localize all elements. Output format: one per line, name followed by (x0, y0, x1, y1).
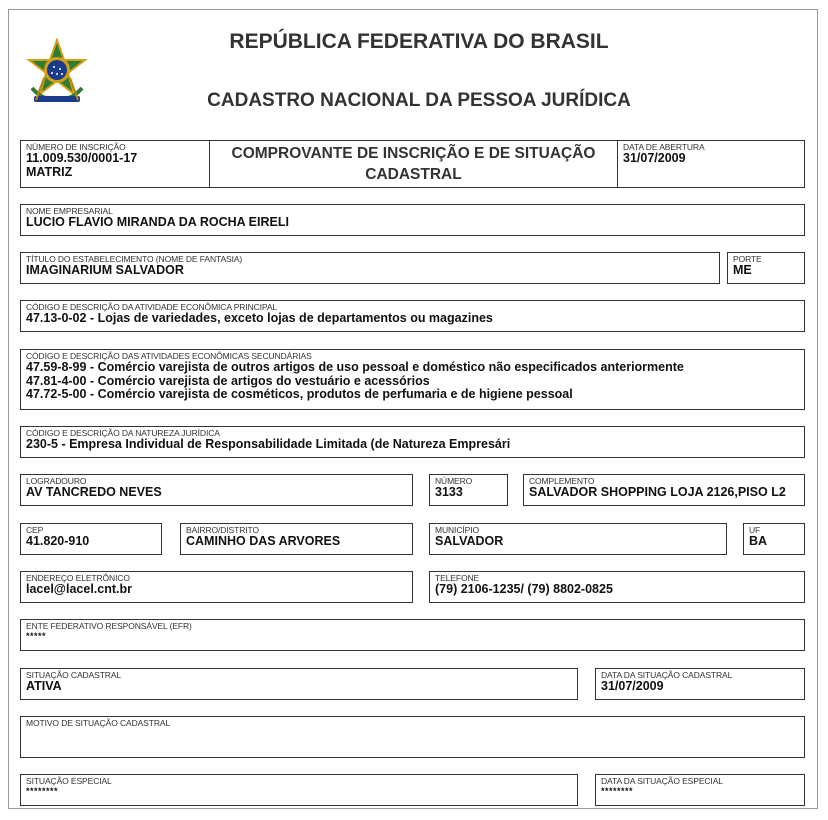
logradouro-value: AV TANCREDO NEVES (26, 485, 162, 499)
complemento-box (523, 474, 805, 506)
situacao-especial-value: ******** (26, 786, 59, 796)
complemento-label: COMPLEMENTO (529, 476, 595, 486)
numero-label: NÚMERO (435, 476, 473, 486)
cep-label: CEP (26, 525, 44, 535)
header-subtitle: CADASTRO NACIONAL DA PESSOA JURÍDICA (207, 90, 631, 111)
municipio-label: MUNICÍPIO (435, 525, 479, 535)
data-situacao-especial-box (595, 774, 805, 806)
logradouro-box (20, 474, 413, 506)
telefone-box (429, 571, 805, 603)
atividade-principal-box (20, 300, 805, 332)
data-situacao-box (595, 668, 805, 700)
abertura-box (617, 140, 805, 188)
telefone-value: (79) 2106-1235/ (79) 8802-0825 (435, 582, 613, 596)
nome-empresarial-label: NOME EMPRESARIAL (26, 206, 113, 216)
situacao-value: ATIVA (26, 679, 62, 693)
atividades-secundarias-label: CÓDIGO E DESCRIÇÃO DAS ATIVIDADES ECONÔMICAS SECUNDÁRIAS (26, 351, 312, 361)
efr-label: ENTE FEDERATIVO RESPONSÁVEL (EFR) (26, 621, 192, 631)
inscricao-label: NÚMERO DE INSCRIÇÃO (26, 142, 126, 152)
data-situacao-especial-label: DATA DA SITUAÇÃO ESPECIAL (601, 776, 723, 786)
bairro-value: CAMINHO DAS ARVORES (186, 534, 341, 548)
abertura-label: DATA DE ABERTURA (623, 142, 705, 152)
list-item: 47.81-4-00 - Comércio varejista de artigos do vestuário e acessórios (26, 373, 430, 388)
numero-value: 3133 (435, 485, 463, 499)
uf-box (743, 523, 805, 555)
header-title: REPÚBLICA FEDERATIVA DO BRASIL (229, 30, 609, 53)
motivo-box (20, 716, 805, 758)
municipio-value: SALVADOR (435, 534, 504, 548)
atividades-secundarias-list (26, 361, 684, 402)
situacao-label: SITUAÇÃO CADASTRAL (26, 670, 122, 680)
list-item: 47.59-8-99 - Comércio varejista de outros artigos de uso pessoal e doméstico não especificados anteriormente (26, 360, 684, 374)
efr-box (20, 619, 805, 651)
porte-value: ME (733, 263, 752, 277)
uf-label: UF (749, 525, 761, 535)
natureza-juridica-value: 230-5 - Empresa Individual de Responsabilidade Limitada (de Natureza Empresári (26, 437, 511, 451)
situacao-box (20, 668, 578, 700)
email-value: lacel@lacel.cnt.br (26, 582, 132, 596)
comprovante-title: COMPROVANTE DE INSCRIÇÃO E DE SITUAÇÃO CADASTRAL (231, 145, 596, 183)
motivo-label: MOTIVO DE SITUAÇÃO CADASTRAL (26, 718, 171, 728)
uf-value: BA (749, 534, 768, 548)
efr-value: ***** (26, 631, 47, 641)
atividades-secundarias-box (20, 349, 805, 410)
bairro-box (180, 523, 413, 555)
numero-box (429, 474, 508, 506)
data-situacao-value: 31/07/2009 (601, 679, 664, 693)
nome-empresarial-box (20, 204, 805, 236)
titulo-label: TÍTULO DO ESTABELECIMENTO (NOME DE FANTASIA) (26, 254, 243, 264)
porte-label: PORTE (733, 254, 762, 264)
cep-value: 41.820-910 (26, 534, 90, 548)
natureza-juridica-box (20, 426, 805, 458)
porte-box (727, 252, 805, 284)
email-box (20, 571, 413, 603)
email-label: ENDEREÇO ELETRÔNICO (26, 573, 130, 583)
data-situacao-label: DATA DA SITUAÇÃO CADASTRAL (601, 670, 733, 680)
situacao-especial-label: SITUAÇÃO ESPECIAL (26, 776, 112, 786)
nome-empresarial-value: LUCIO FLAVIO MIRANDA DA ROCHA EIRELI (26, 215, 289, 229)
municipio-box (429, 523, 727, 555)
logradouro-label: LOGRADOURO (26, 476, 87, 486)
atividade-principal-label: CÓDIGO E DESCRIÇÃO DA ATIVIDADE ECONÔMICA PRINCIPAL (26, 302, 278, 312)
inscricao-box (20, 140, 210, 188)
bairro-label: BAIRRO/DISTRITO (186, 525, 259, 535)
coat-of-arms-icon (24, 38, 90, 108)
atividade-principal-value: 47.13-0-02 - Lojas de variedades, exceto lojas de departamentos ou magazines (26, 311, 493, 325)
complemento-value: SALVADOR SHOPPING LOJA 2126,PISO L2 (529, 485, 786, 499)
natureza-juridica-label: CÓDIGO E DESCRIÇÃO DA NATUREZA JURÍDICA (26, 428, 220, 438)
situacao-especial-box (20, 774, 578, 806)
comprovante-box (209, 140, 618, 188)
titulo-box (20, 252, 720, 284)
inscricao-type: MATRIZ (26, 165, 73, 179)
list-item: 47.72-5-00 - Comércio varejista de cosméticos, produtos de perfumaria e de higiene pessoal (26, 387, 573, 401)
cep-box (20, 523, 162, 555)
data-situacao-especial-value: ******** (601, 786, 634, 796)
inscricao-number: 11.009.530/0001-17 (26, 151, 138, 165)
titulo-value: IMAGINARIUM SALVADOR (26, 263, 184, 277)
telefone-label: TELEFONE (435, 573, 480, 583)
abertura-value: 31/07/2009 (623, 151, 686, 165)
cnpj-document (8, 9, 818, 809)
